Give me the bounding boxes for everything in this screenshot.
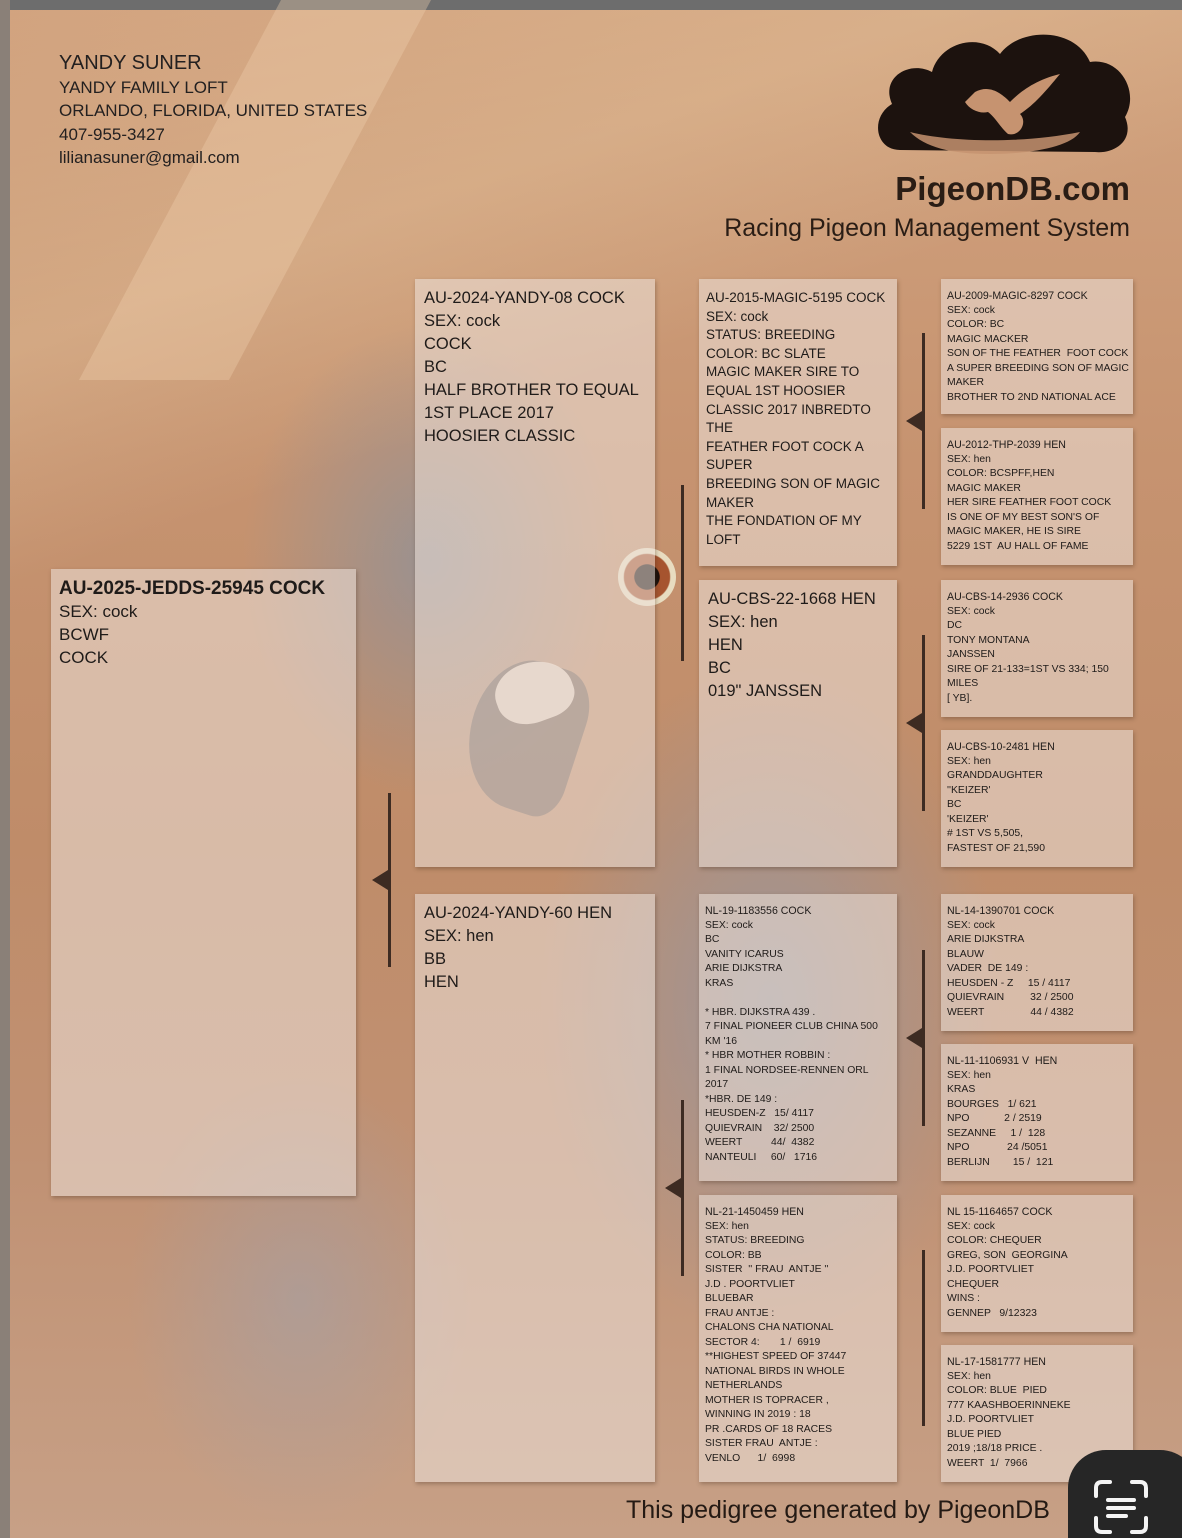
pigeon-detail-line: BERLIJN 15 / 121 (947, 1156, 1054, 1168)
pigeon-detail-line: NPO 2 / 2519 (947, 1113, 1042, 1124)
pigeon-band-title: NL-19-1183556 COCK (705, 905, 812, 917)
pigeon-detail-line: WEERT 44/ 4382 (705, 1137, 815, 1148)
pedigree-card-sire-sire[interactable] (699, 279, 897, 566)
connector-line (681, 1100, 684, 1276)
pigeon-detail-line: CLASSIC 2017 INBREDTO (706, 401, 871, 417)
pigeon-band-title: AU-CBS-14-2936 COCK (947, 591, 1063, 603)
pedigree-card-dam-dam[interactable] (699, 1195, 897, 1482)
connector-line (922, 333, 925, 509)
pigeon-detail-line: BCWF (59, 625, 110, 644)
connector-line (388, 793, 391, 967)
pedigree-card-sire-dam[interactable] (699, 580, 897, 867)
pigeon-band-title: AU-2012-THP-2039 HEN (947, 439, 1066, 451)
pigeon-detail-line: WEERT 44 / 4382 (947, 1006, 1074, 1018)
connector-arrow (906, 1028, 922, 1048)
pigeon-detail-line: 7 FINAL PIONEER CLUB CHINA 500 (705, 1021, 878, 1032)
pedigree-card-subject[interactable] (51, 569, 356, 1196)
pigeon-detail-line: SEX: cock (947, 919, 995, 931)
pigeon-detail-line: BROTHER TO 2ND NATIONAL ACE (947, 391, 1116, 403)
pigeon-detail-line: JANSSEN (947, 649, 995, 660)
pigeon-detail-line: WINS : (947, 1293, 980, 1304)
pigeon-detail-line: ARIE DIJKSTRA (947, 934, 1025, 945)
pigeon-detail-line: MAKER (706, 494, 755, 510)
connector-arrow (372, 870, 388, 890)
pigeon-detail-line: MAGIC MAKER (947, 482, 1021, 494)
pigeon-detail-line: GENNEP 9/12323 (947, 1307, 1037, 1319)
pigeon-detail-line (705, 991, 891, 1006)
pigeon-detail-line: HER SIRE FEATHER FOOT COCK (947, 497, 1112, 508)
pigeon-detail-line: COLOR: BC (947, 319, 1005, 330)
pigeon-detail-line: HEN (424, 973, 459, 991)
pigeon-detail-line: WINNING IN 2019 : 18 (705, 1409, 811, 1420)
pigeon-detail-line: HOOSIER CLASSIC (424, 427, 576, 445)
pigeon-detail-line: NPO 24 /5051 (947, 1142, 1048, 1153)
pigeon-detail-line: BREEDING SON OF MAGIC (706, 475, 881, 491)
pigeon-detail-line: SISTER FRAU ANTJE : (705, 1438, 818, 1449)
brand-tagline: Racing Pigeon Management System (724, 214, 1130, 242)
pigeon-band-title: NL 15-1164657 COCK (947, 1206, 1053, 1218)
pigeon-detail-line: COCK (424, 335, 472, 353)
pigeon-detail-line: BC (424, 358, 447, 376)
owner-email: lilianasuner@gmail.com (59, 148, 240, 167)
pigeon-detail-line: J.D . POORTVLIET (705, 1278, 795, 1290)
pigeon-band-title: AU-CBS-10-2481 HEN (947, 741, 1055, 753)
pigeon-detail-line: ARIE DIJKSTRA (705, 963, 783, 974)
pigeon-detail-line: SON OF THE FEATHER FOOT COCK (947, 348, 1129, 359)
pigeon-detail-line: HEUSDEN-Z 15/ 4117 (705, 1108, 814, 1119)
pigeon-detail-line: VANITY ICARUS (705, 948, 784, 960)
window-top-border (0, 0, 1182, 10)
pigeon-detail-line: IS ONE OF MY BEST SON'S OF (947, 511, 1100, 523)
footer-generated-by: This pedigree generated by PigeonDB (626, 1496, 1050, 1524)
pigeon-detail-line: BC (708, 659, 731, 677)
pigeon-detail-line: * HBR. DIJKSTRA 439 . (705, 1006, 816, 1018)
pigeon-detail-line: HALF BROTHER TO EQUAL (424, 381, 639, 399)
pigeon-detail-line: COLOR: BCSPFF,HEN (947, 468, 1055, 479)
pigeon-detail-line: BLUEBAR (705, 1293, 754, 1304)
pigeon-detail-line: **HIGHEST SPEED OF 37447 (705, 1351, 847, 1362)
pigeon-band-title: AU-CBS-22-1668 HEN (708, 590, 876, 608)
pigeon-detail-line: PR .CARDS OF 18 RACES (705, 1423, 833, 1435)
pigeon-detail-line: STATUS: BREEDING (706, 327, 836, 343)
owner-name: YANDY SUNER (59, 52, 202, 74)
window-left-border (0, 0, 10, 1538)
pigeon-detail-line: COLOR: BC SLATE (706, 345, 826, 361)
pigeon-detail-line: EQUAL 1ST HOOSIER (706, 382, 846, 398)
pigeon-detail-line: 777 KAASHBOERINNEKE (947, 1399, 1071, 1411)
document-scan-icon (1092, 1478, 1150, 1536)
pedigree-card-gen3-4[interactable] (941, 730, 1133, 867)
pigeon-detail-line: ''KEIZER' (947, 784, 991, 796)
pigeon-detail-line: LOFT (706, 531, 741, 547)
pigeon-detail-line: WEERT 1/ 7966 (947, 1457, 1028, 1469)
pigeon-detail-line: THE (706, 420, 733, 436)
pigeon-detail-line: SEX: hen (947, 453, 991, 465)
pigeon-detail-line: SUPER (706, 457, 753, 473)
pigeon-detail-line: FEATHER FOOT COCK A (706, 438, 864, 454)
pigeon-detail-line: MAKER (947, 377, 984, 388)
pigeon-detail-line: CHEQUER (947, 1278, 999, 1290)
cloud-bird-logo-icon (870, 22, 1136, 162)
pigeon-detail-line: * HBR MOTHER ROBBIN : (705, 1050, 831, 1061)
pigeon-detail-line: FASTEST OF 21,590 (947, 842, 1045, 854)
connector-line (922, 635, 925, 811)
pigeon-detail-line: MILES (947, 678, 979, 689)
pigeon-detail-line: THE FONDATION OF MY (706, 513, 862, 529)
connector-arrow (906, 713, 922, 733)
pigeon-detail-line: SEX: cock (424, 312, 501, 330)
pigeon-detail-line: NETHERLANDS (705, 1380, 783, 1391)
pigeon-detail-line: MAGIC MAKER SIRE TO (706, 364, 860, 380)
pigeon-detail-line: SEZANNE 1 / 128 (947, 1127, 1046, 1139)
pigeon-detail-line: VADER DE 149 : (947, 963, 1029, 974)
pigeon-detail-line: MOTHER IS TOPRACER , (705, 1394, 829, 1406)
pigeon-detail-line: HEN (708, 636, 743, 654)
pigeon-detail-line: 019" JANSSEN (708, 682, 823, 700)
pigeon-detail-line: NATIONAL BIRDS IN WHOLE (705, 1365, 845, 1377)
document-scan-button[interactable] (1068, 1450, 1182, 1538)
pigeon-detail-line: SIRE OF 21-133=1ST VS 334; 150 (947, 663, 1109, 675)
pigeon-detail-line: HEUSDEN - Z 15 / 4117 (947, 977, 1071, 989)
owner-location: ORLANDO, FLORIDA, UNITED STATES (59, 101, 368, 120)
pigeon-detail-line: SEX: cock (705, 919, 753, 931)
pigeon-detail-line: 2017 (705, 1079, 729, 1090)
connector-line (922, 1250, 925, 1426)
pigeon-detail-line: NANTEULI 60/ 1716 (705, 1151, 818, 1163)
pedigree-card-sire[interactable] (415, 279, 655, 867)
pigeon-detail-line: A SUPER BREEDING SON OF MAGIC (947, 362, 1129, 374)
pigeon-detail-line: COLOR: BB (705, 1249, 762, 1261)
pedigree-card-gen3-7[interactable] (941, 1195, 1133, 1332)
pigeon-detail-line: BLAUW (947, 948, 984, 960)
pigeon-detail-line: SEX: hen (705, 1220, 749, 1232)
pigeon-detail-line: SISTER '' FRAU ANTJE '' (705, 1264, 829, 1275)
pedigree-card-gen3-6[interactable] (941, 1044, 1133, 1181)
pigeon-detail-line: SEX: cock (947, 304, 995, 316)
pigeon-detail-line: FRAU ANTJE : (705, 1307, 775, 1319)
pigeon-detail-line: SECTOR 4: 1 / 6919 (705, 1336, 821, 1348)
pigeon-detail-line: QUIEVRAIN 32 / 2500 (947, 992, 1074, 1003)
pigeon-detail-line: 2019 ;18/18 PRICE . (947, 1443, 1043, 1454)
pigeon-band-title: AU-2009-MAGIC-8297 COCK (947, 290, 1088, 302)
pigeon-detail-line: COCK (59, 648, 109, 667)
pedigree-card-gen3-1[interactable] (941, 279, 1133, 414)
pigeon-detail-line: SEX: cock (59, 602, 138, 621)
pigeon-detail-line: KRAS (947, 1084, 976, 1095)
pigeon-detail-line: COLOR: CHEQUER (947, 1235, 1042, 1246)
pigeon-band-title: AU-2024-YANDY-08 COCK (424, 289, 625, 307)
pigeon-band-title: NL-11-1106931 V HEN (947, 1055, 1058, 1067)
pigeon-detail-line: BLUE PIED (947, 1428, 1002, 1440)
pigeon-detail-line: KRAS (705, 977, 734, 989)
pigeon-detail-line: 5229 1ST AU HALL OF FAME (947, 540, 1089, 552)
pigeon-detail-line: BC (947, 799, 962, 810)
pigeon-detail-line: KM '16 (705, 1035, 738, 1047)
pigeon-detail-line: # 1ST VS 5,505, (947, 828, 1024, 839)
pigeon-detail-line: SEX: hen (424, 927, 494, 945)
pigeon-detail-line: BC (705, 934, 720, 945)
pedigree-card-gen3-2[interactable] (941, 428, 1133, 565)
pigeon-detail-line: SEX: hen (947, 1370, 991, 1382)
pigeon-band-title: NL-14-1390701 COCK (947, 905, 1055, 917)
brand-name: PigeonDB.com (895, 170, 1130, 207)
pigeon-detail-line: VENLO 1/ 6998 (705, 1452, 796, 1464)
pigeon-detail-line: MAGIC MACKER (947, 333, 1029, 345)
pigeon-detail-line: J.D. POORTVLIET (947, 1264, 1034, 1275)
pigeon-detail-line: BB (424, 950, 447, 968)
pigeon-detail-line: 1 FINAL NORDSEE-RENNEN ORL (705, 1064, 869, 1076)
pigeon-detail-line: BOURGES 1/ 621 (947, 1098, 1037, 1110)
connector-arrow (906, 411, 922, 431)
owner-loft: YANDY FAMILY LOFT (59, 77, 228, 97)
pigeon-detail-line: COLOR: BLUE PIED (947, 1385, 1047, 1396)
pigeon-band-title: AU-2024-YANDY-60 HEN (424, 904, 612, 922)
pigeon-detail-line: MAGIC MAKER, HE IS SIRE (947, 526, 1081, 537)
pigeon-detail-line: 1ST PLACE 2017 (424, 404, 554, 422)
pigeon-detail-line: GREG, SON GEORGINA (947, 1249, 1068, 1261)
pigeon-detail-line: SEX: hen (947, 755, 991, 767)
pedigree-card-gen3-3[interactable] (941, 580, 1133, 717)
pigeon-detail-line: SEX: cock (706, 308, 769, 324)
pigeon-detail-line: 'KEIZER' (947, 813, 989, 825)
pedigree-card-dam[interactable] (415, 894, 655, 1482)
pigeon-detail-line: QUIEVRAIN 32/ 2500 (705, 1122, 815, 1134)
pigeon-band-title: AU-2015-MAGIC-5195 COCK (706, 290, 886, 305)
connector-arrow (665, 1178, 681, 1198)
pedigree-card-gen3-5[interactable] (941, 894, 1133, 1031)
owner-info (59, 52, 367, 170)
pedigree-card-dam-sire[interactable] (699, 894, 897, 1181)
pigeon-detail-line: STATUS: BREEDING (705, 1235, 805, 1246)
pigeon-detail-line: CHALONS CHA NATIONAL (705, 1322, 834, 1333)
pigeon-band-title: NL-17-1581777 HEN (947, 1356, 1046, 1368)
pigeon-detail-line: GRANDDAUGHTER (947, 770, 1043, 781)
pigeon-detail-line: J.D. POORTVLIET (947, 1414, 1034, 1425)
pigeon-detail-line: SEX: hen (947, 1069, 991, 1081)
pigeon-detail-line: *HBR. DE 149 : (705, 1093, 778, 1105)
pigeon-detail-line: SEX: cock (947, 605, 995, 617)
pigeon-detail-line: TONY MONTANA (947, 634, 1030, 646)
pigeon-detail-line: SEX: hen (708, 613, 778, 631)
pigeon-detail-line: DC (947, 620, 963, 631)
owner-phone: 407-955-3427 (59, 124, 165, 144)
pigeon-detail-line: SEX: cock (947, 1220, 995, 1232)
pigeon-band-title: NL-21-1450459 HEN (705, 1206, 804, 1218)
connector-line (681, 485, 684, 661)
pigeon-detail-line: [ YB]. (947, 692, 973, 704)
pigeon-band-title: AU-2025-JEDDS-25945 COCK (59, 578, 326, 599)
connector-line (922, 950, 925, 1126)
